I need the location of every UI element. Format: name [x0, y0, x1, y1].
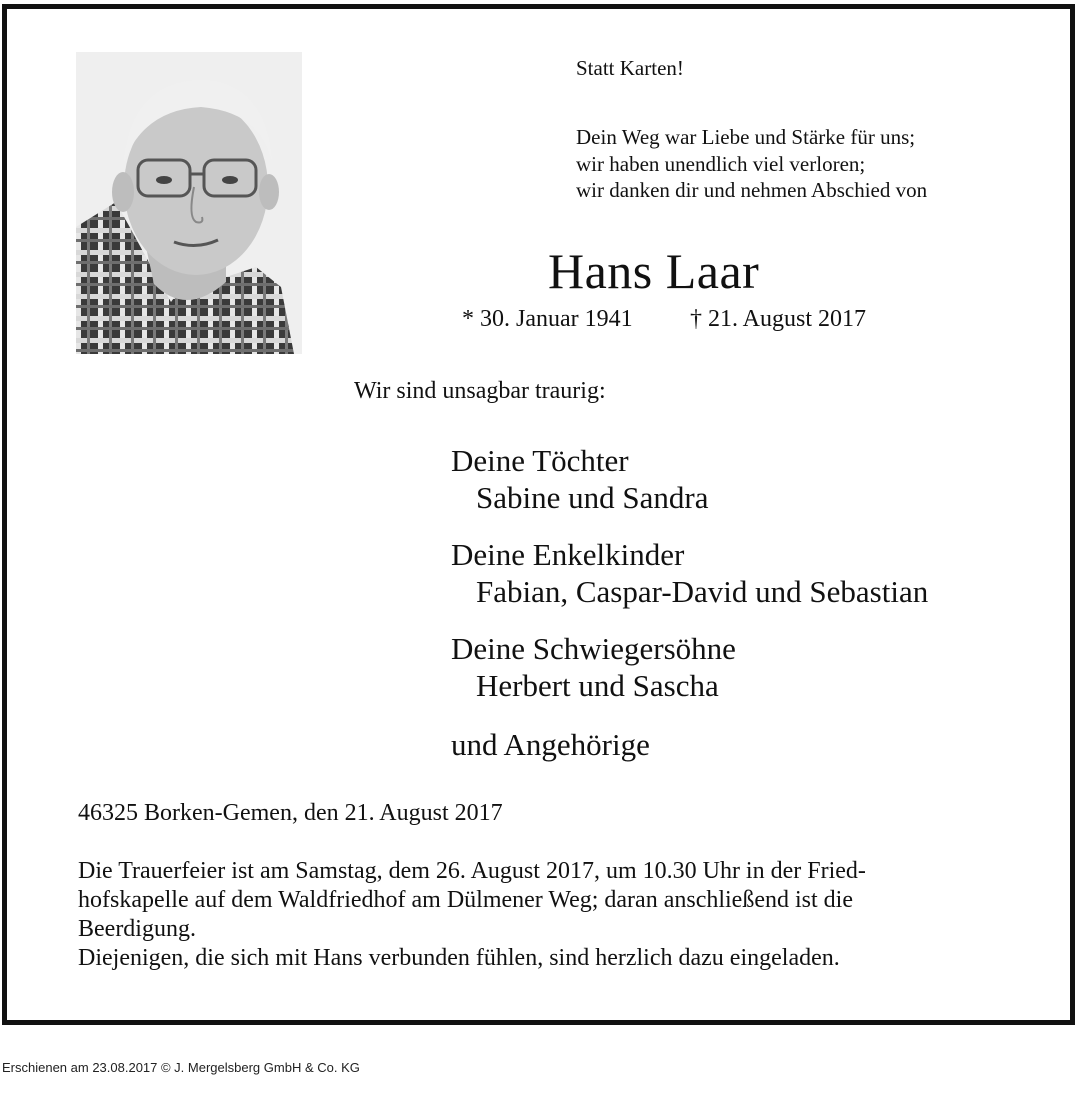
funeral-line: hofskapelle auf dem Waldfriedhof am Dülmener Weg; daran anschließend ist die — [78, 887, 853, 913]
header-text: Statt Karten! — [576, 56, 684, 80]
poem-line: Dein Weg war Liebe und Stärke für uns; — [576, 125, 916, 149]
funeral-line: Beerdigung. — [78, 916, 196, 942]
poem-line: wir danken dir und nehmen Abschied von — [576, 178, 928, 202]
place-date: 46325 Borken-Gemen, den 21. August 2017 — [78, 800, 503, 826]
funeral-line: Diejenigen, die sich mit Hans verbunden fühlen, sind herzlich dazu eingeladen. — [78, 945, 840, 971]
publication-footer: Erschienen am 23.08.2017 © J. Mergelsberg GmbH & Co. KG — [2, 1060, 360, 1075]
group-title: Deine Schwiegersöhne — [451, 631, 736, 666]
portrait-image — [76, 52, 302, 354]
funeral-line: Die Trauerfeier ist am Samstag, dem 26. August 2017, um 10.30 Uhr in der Fried- — [78, 858, 866, 884]
birth-date: * 30. Januar 1941 — [462, 306, 633, 332]
poem-line: wir haben unendlich viel verloren; — [576, 152, 866, 176]
group-names: Herbert und Sascha — [476, 668, 719, 703]
mourning-intro: Wir sind unsagbar traurig: — [354, 378, 606, 404]
group-title: Deine Enkelkinder — [451, 537, 685, 572]
deceased-name: Hans Laar — [548, 243, 760, 299]
group-title: Deine Töchter — [451, 443, 629, 478]
group-names: Sabine und Sandra — [476, 480, 709, 515]
portrait-photo — [76, 52, 302, 354]
closing-text: und Angehörige — [451, 727, 650, 762]
group-names: Fabian, Caspar-David und Sebastian — [476, 574, 929, 609]
death-date: † 21. August 2017 — [690, 306, 867, 332]
